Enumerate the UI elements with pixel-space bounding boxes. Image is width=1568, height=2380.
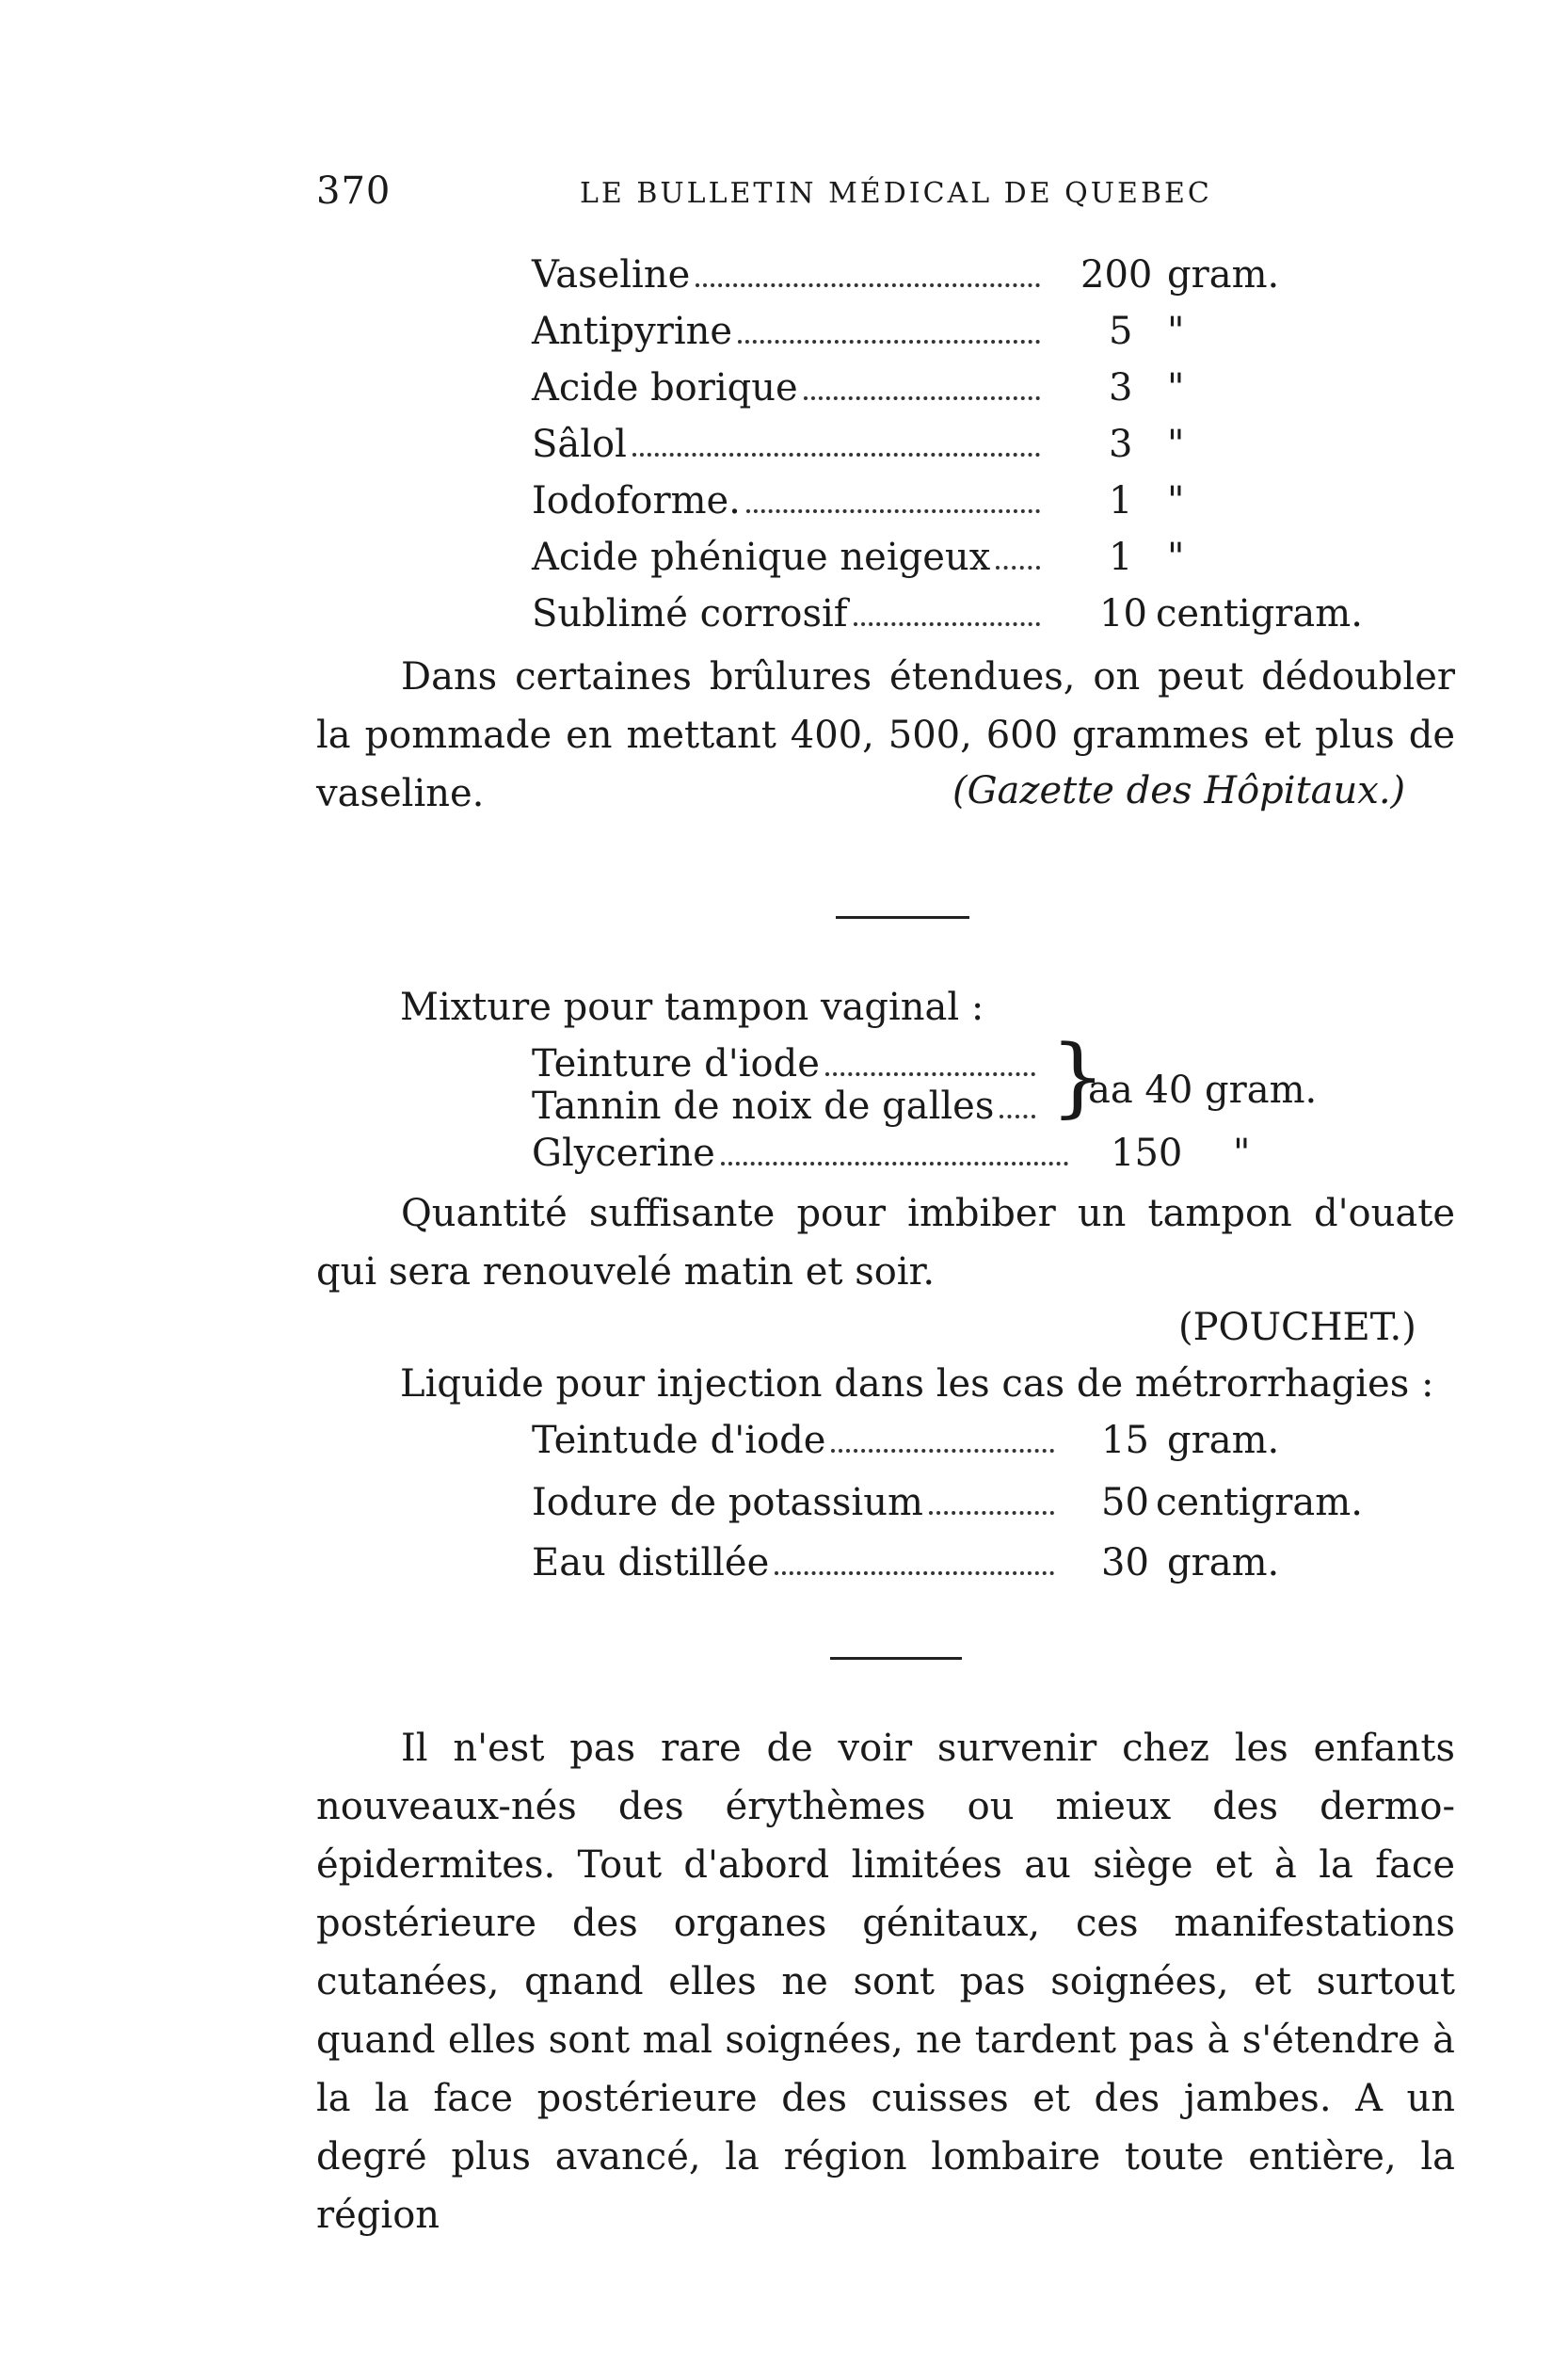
recipe-item: Acide phénique neigeux [532, 539, 1049, 577]
recipe-qty: 15 [1101, 1419, 1149, 1462]
curly-brace: } [1050, 1026, 1106, 1127]
injection-intro: Liquide pour injection dans les cas de métrorrhagies : [400, 1362, 1434, 1406]
paragraph-brulures: Dans certaines brûlures étendues, on peut dédoubler la pommade en mettant 400, 500, 600 grammes et plus de vaseline. [316, 655, 1455, 815]
journal-title: LE BULLETIN MÉDICAL DE QUEBEC [580, 177, 1212, 210]
author-citation: (POUCHET.) [1178, 1306, 1416, 1349]
recipe-qty: 1 [1109, 536, 1133, 579]
recipe-qty: 3 [1109, 366, 1133, 410]
recipe-unit: " [1167, 366, 1185, 410]
recipe-unit: gram. [1167, 253, 1280, 297]
recipe-unit: gram. [1167, 1541, 1280, 1584]
mixture-item: Tannin de noix de galles [532, 1087, 1045, 1126]
recipe-qty: 10 [1099, 592, 1147, 635]
recipe-item: Iodoforme. [532, 482, 1049, 521]
recipe-unit: " [1167, 423, 1185, 466]
injection-item: Eau distillée [532, 1544, 1064, 1583]
mixture-item: Glycerine [532, 1134, 1078, 1173]
recipe-unit: " [1167, 536, 1185, 579]
injection-item: Iodure de potassium [532, 1484, 1064, 1522]
recipe-item: Antipyrine [532, 313, 1049, 351]
recipe-qty: 1 [1109, 479, 1133, 523]
mixture-intro: Mixture pour tampon vaginal : [400, 986, 984, 1029]
recipe-unit: centigram. [1156, 1481, 1363, 1524]
recipe-unit: " [1167, 310, 1185, 353]
recipe-qty: 50 [1101, 1481, 1149, 1524]
injection-item: Teintude d'iode [532, 1422, 1064, 1460]
recipe-qty: 3 [1109, 423, 1133, 466]
recipe-qty: 200 [1080, 253, 1153, 297]
section-divider [836, 916, 969, 919]
recipe-qty: 30 [1101, 1541, 1149, 1584]
paragraph-tampon: Quantité suffisante pour imbiber un tampon d'ouate qui sera renouvelé matin et soir. [316, 1192, 1455, 1294]
running-header [316, 169, 1257, 226]
paragraph-erythemes: Il n'est pas rare de voir survenir chez les enfants nouveaux-nés des érythèmes ou mieux des dermo-épidermites. Tout d'abord limitées au siège et à la face postérieure des organes génitaux, ces manifestations cutanées, qnand elles ne sont pas soignées, et surtout quand elles sont mal soignées, ne tardent pas à s'étendre à la la face postérieure des cuisses et des jambes. A un degré plus avancé, la région lombaire toute entière, la région [316, 1727, 1455, 2237]
recipe-item: Sâlol [532, 426, 1049, 464]
section-divider [830, 1657, 962, 1660]
recipe-unit: gram. [1167, 1419, 1280, 1462]
recipe-qty: 5 [1109, 310, 1133, 353]
recipe-item: Sublimé corrosif [532, 595, 1049, 634]
mixture-item: Teinture d'iode [532, 1045, 1045, 1084]
recipe-unit: " [1167, 479, 1185, 523]
recipe-qty: 150 [1111, 1132, 1183, 1175]
recipe-unit: " [1233, 1132, 1251, 1175]
recipe-unit: centigram. [1156, 592, 1363, 635]
recipe-item: Acide borique [532, 369, 1049, 408]
source-citation: (Gazette des Hôpitaux.) [952, 769, 1406, 812]
recipe-item: Vaseline [532, 256, 1049, 295]
brace-amount: aa 40 gram. [1088, 1069, 1318, 1112]
page-number: 370 [316, 169, 392, 213]
